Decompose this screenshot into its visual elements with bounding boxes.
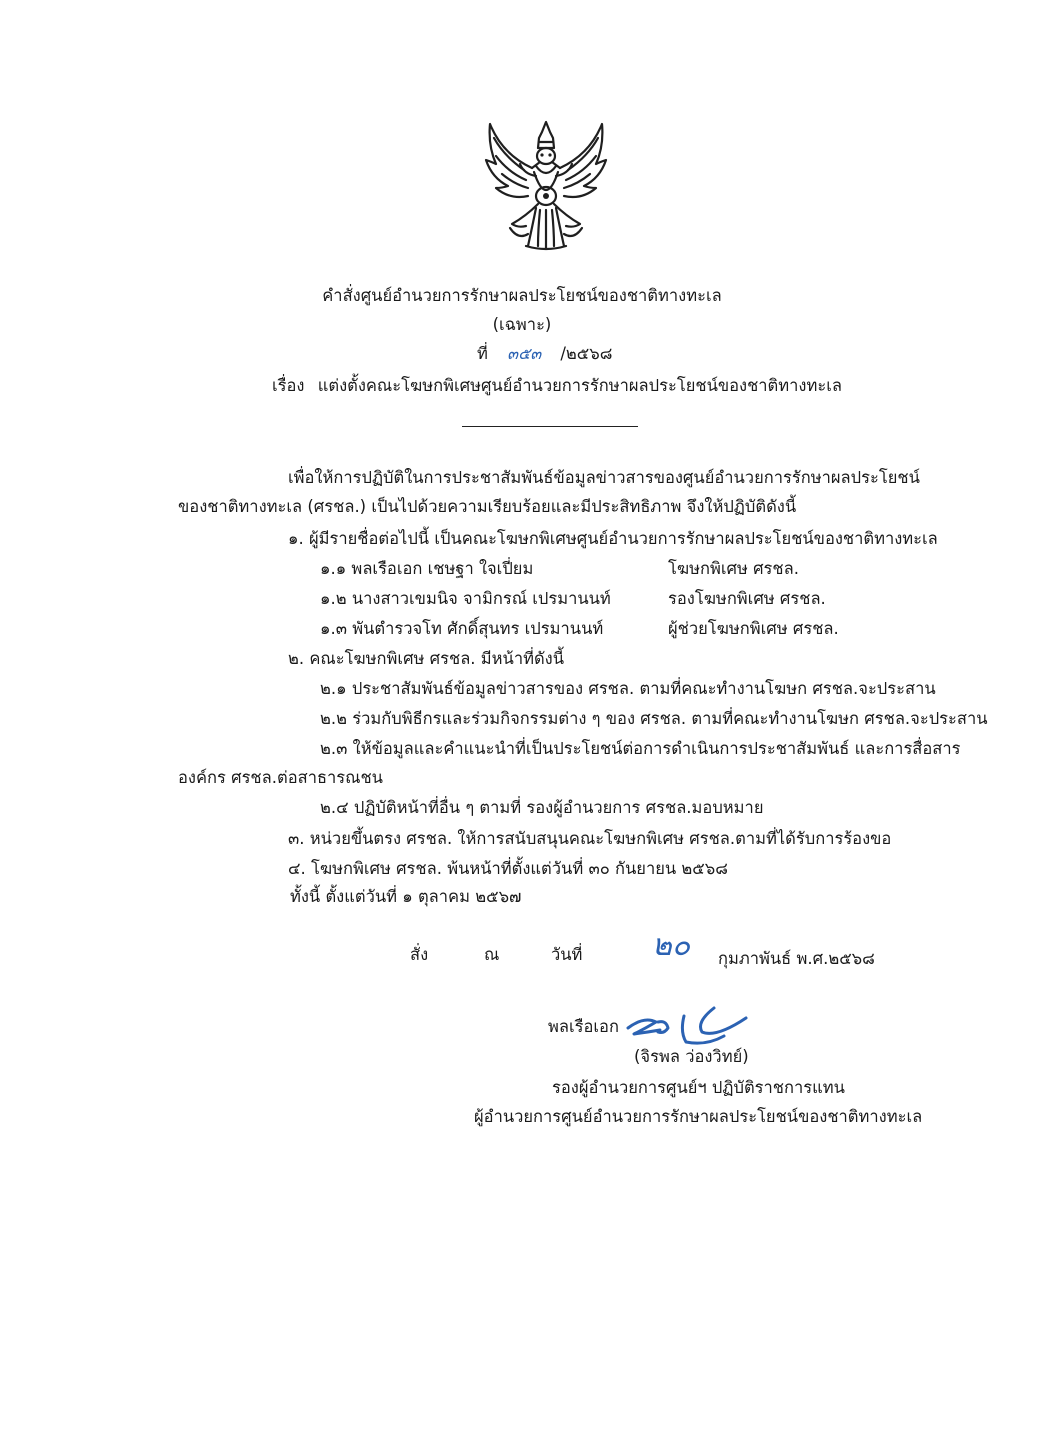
signer-name: (จิรพล ว่องวิทย์): [634, 1047, 749, 1066]
member-name: ๑.๑ พลเรือเอก เชษฐา ใจเปี่ยม: [320, 559, 534, 578]
effective-date: ทั้งนี้ ตั้งแต่วันที่ ๑ ตุลาคม ๒๕๖๗: [290, 887, 522, 906]
intro-line-2: ของชาติทางทะเล (ศรชล.) เป็นไปด้วยความเรียบร้อยและมีประสิทธิภาพ จึงให้ปฏิบัติดังนี้: [178, 497, 797, 516]
intro-line-1: เพื่อให้การปฏิบัติในการประชาสัมพันธ์ข้อมูลข่าวสารของศูนย์อำนวยการรักษาผลประโยชน์: [288, 468, 920, 487]
member-role: รองโฆษกพิเศษ ศรชล.: [668, 589, 826, 608]
subject-text: แต่งตั้งคณะโฆษกพิเศษศูนย์อำนวยการรักษาผลประโยชน์ของชาติทางทะเล: [317, 376, 842, 395]
item-1: ๑. ผู้มีรายชื่อต่อไปนี้ เป็นคณะโฆษกพิเศษศูนย์อำนวยการรักษาผลประโยชน์ของชาติทางทะเล: [288, 529, 938, 548]
item-4: ๔. โฆษกพิเศษ ศรชล. พ้นหน้าที่ตั้งแต่วันที่ ๓๐ กันยายน ๒๕๖๘: [288, 859, 728, 878]
signer-rank: พลเรือเอก: [548, 1017, 619, 1036]
member-role: ผู้ช่วยโฆษกพิเศษ ศรชล.: [668, 619, 839, 638]
month-year: กุมภาพันธ์ พ.ศ.๒๕๖๘: [718, 949, 875, 968]
position-line-1: รองผู้อำนวยการศูนย์ฯ ปฏิบัติราชการแทน: [552, 1078, 845, 1097]
member-name: ๑.๓ พันตำรวจโท ศักดิ์สุนทร เปรมานนท์: [320, 619, 604, 638]
item-2-1: ๒.๑ ประชาสัมพันธ์ข้อมูลข่าวสารของ ศรชล. ตามที่คณะทำงานโฆษก ศรชล.จะประสาน: [320, 679, 936, 698]
item-2: ๒. คณะโฆษกพิเศษ ศรชล. มีหน้าที่ดังนี้: [288, 649, 565, 668]
item-2-4: ๒.๔ ปฏิบัติหน้าที่อื่น ๆ ตามที่ รองผู้อำนวยการ ศรชล.มอบหมาย: [320, 798, 764, 817]
subject-label: เรื่อง: [272, 376, 305, 395]
item-2-3-line-1: ๒.๓ ให้ข้อมูลและคำแนะนำที่เป็นประโยชน์ต่อการดำเนินการประชาสัมพันธ์ และการสื่อสาร: [320, 739, 961, 758]
at-word: ณ: [484, 945, 500, 964]
member-role: โฆษกพิเศษ ศรชล.: [668, 559, 799, 578]
handwritten-signature-icon: [626, 1002, 756, 1050]
number-suffix: /๒๕๖๘: [560, 344, 613, 363]
day-handwritten: ๒๐: [652, 928, 691, 963]
date-word: วันที่: [551, 945, 583, 964]
subject-line: [272, 375, 842, 397]
order-word: สั่ง: [410, 945, 429, 964]
number-handwritten: ๓๕๓: [507, 344, 542, 363]
item-3: ๓. หน่วยขึ้นตรง ศรชล. ให้การสนับสนุนคณะโฆษกพิเศษ ศรชล.ตามที่ได้รับการร้องขอ: [288, 829, 892, 848]
garuda-emblem-icon: [482, 116, 610, 252]
position-line-2: ผู้อำนวยการศูนย์อำนวยการรักษาผลประโยชน์ของชาติทางทะเล: [474, 1107, 923, 1126]
number-prefix: ที่: [477, 344, 488, 363]
order-title: คำสั่งศูนย์อำนวยการรักษาผลประโยชน์ของชาติทางทะเล: [322, 286, 722, 305]
item-2-3-line-2: องค์กร ศรชล.ต่อสาธารณชน: [178, 768, 383, 787]
member-name: ๑.๒ นางสาวเขมนิจ จามิกรณ์ เปรมานนท์: [320, 589, 611, 608]
order-number: [477, 343, 613, 365]
header-divider: [462, 426, 638, 427]
classification-label: (เฉพาะ): [492, 315, 552, 334]
item-2-2: ๒.๒ ร่วมกับพิธีกรและร่วมกิจกรรมต่าง ๆ ของ ศรชล. ตามที่คณะทำงานโฆษก ศรชล.จะประสาน: [320, 709, 988, 728]
